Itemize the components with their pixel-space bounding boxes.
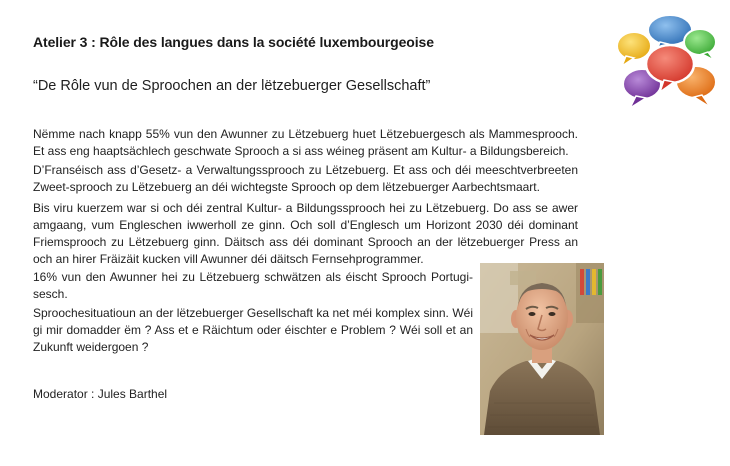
- paragraph-questions: Sproochesituatioun an der lëtzebuerger Gesellschaft ka net méi komplex sinn. Wéi gi mir domadder ëm ? Ass et e Räichtum oder éischter e Problem ? Wéi soll et an Zukunft weidergoen ?: [33, 306, 473, 354]
- paragraph-french: D’Franséisch ass d’Gesetz- a Verwaltungssprooch zu Lëtzebuerg. Et ass och déi meeschtverbreeten Zweet-sprooch zu Lëtzebuerg an déi wichtegste Sprooch op dem lëtzebuerger Aarbechtsmaart.: [33, 163, 578, 194]
- page-subtitle: “De Rôle vun de Sproochen an der lëtzebuerger Gesellschaft”: [33, 78, 431, 94]
- paragraph-german-english: Bis viru kuerzem war si och déi zentral Kultur- a Bildungssprooch hei zu Lëtzebuerg. Do ass se awer amgaang, vum Engleschen iwwerholl ze ginn. Och soll d’Englesch um Horizont 2030 déi dominant Friemsprooch zu Lëtzebuerg ginn. Däitsch ass déi dominant Sprooch an der lëtzebuerger Press an och an hirer Fräizäit kucken vill Awunner déi däitsch Fernsehprogrammer.: [33, 201, 578, 266]
- moderator-line: Moderator : Jules Barthel: [33, 387, 168, 401]
- paragraph-portuguese: 16% vun den Awunner hei zu Lëtzebuerg schwätzen als éischt Sprooch Portugi-sesch.: [33, 270, 473, 301]
- moderator-portrait: [480, 263, 604, 435]
- paragraph-intro: Nëmme nach knapp 55% vun den Awunner zu Lëtzebuerg huet Lëtzebuergesch als Mammesprooch. Et ass eng haaptsächlech geschwate Sprooch a si ass wéineg präsent am Kultur- a Bildungsbereich.: [33, 127, 578, 158]
- page-title: Atelier 3 : Rôle des langues dans la société luxembourgeoise: [33, 34, 434, 50]
- moderator-photo: [480, 263, 604, 435]
- speech-bubbles-icon: [612, 8, 724, 112]
